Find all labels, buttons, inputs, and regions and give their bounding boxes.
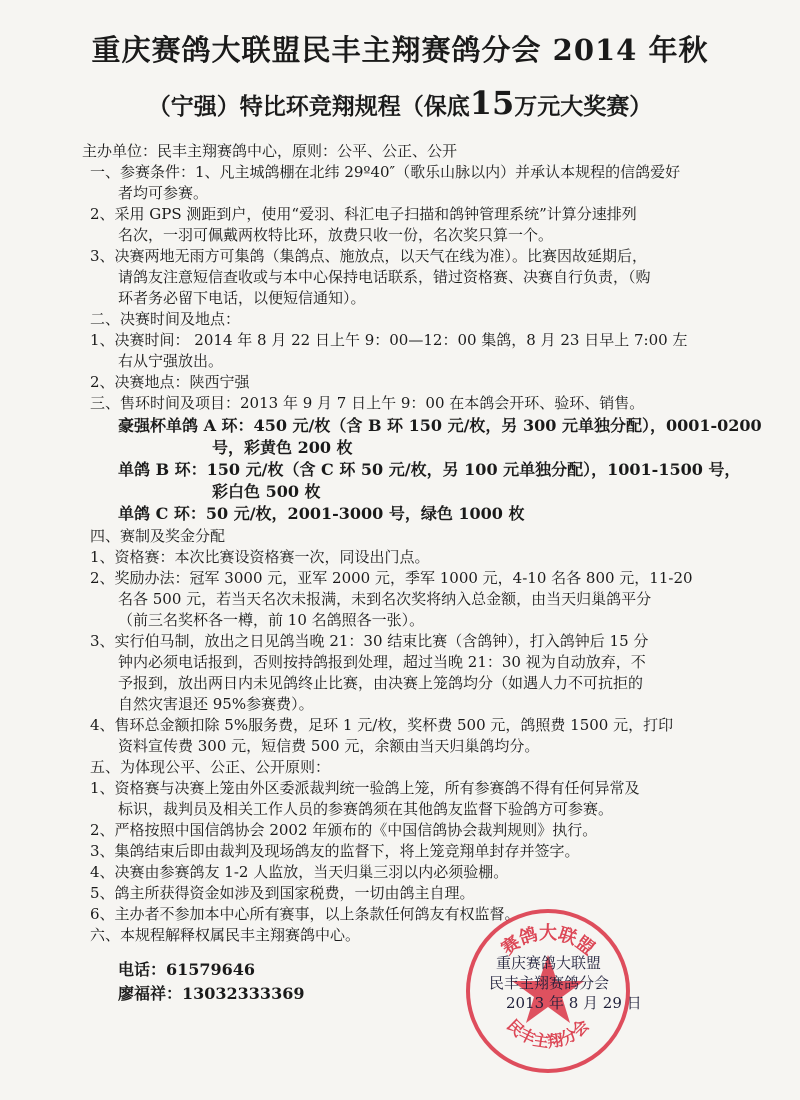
fairness-rule-6: 6、主办者不参加本中心所有赛事，以上条款任何鸽友有权监督。 — [90, 905, 520, 923]
fairness-rule-2: 2、严格按照中国信鸽协会 2002 年颁布的《中国信鸽协会裁判规则》执行。 — [90, 821, 598, 839]
fairness-rule-3: 3、集鸽结束后即由裁判及现场鸽友的监督下，将上笼竞翔单封存并签字。 — [90, 842, 580, 860]
title-line-2 — [0, 84, 800, 122]
rule-weather: 3、决赛两地无雨方可集鸽（集鸽点、施放点，以天气在线为准）。比赛因故延期后， — [90, 247, 648, 265]
section-6-interpretation: 六、本规程解释权属民丰主翔赛鸽中心。 — [90, 926, 361, 944]
fairness-rule-5: 5、鸽主所获得资金如涉及到国家税费，一切由鸽主自理。 — [90, 884, 475, 902]
section-5-heading: 五、为体现公平、公正、公开原则： — [90, 758, 331, 776]
body-line: 请鸽友注意短信查收或与本中心保持电话联系，错过资格赛、决赛自行负责，（购 — [118, 268, 651, 286]
seal-top-text: 赛鸽大联盟 — [497, 923, 599, 960]
signature-org-2: 民丰主翔赛鸽分会 — [489, 974, 610, 992]
seal-bottom-text: 民丰主翔分会 — [503, 1015, 593, 1052]
body-line: 者均可参赛。 — [118, 184, 209, 202]
body-line: 予报到，放出两日内未见鸽终止比赛，由决赛上笼鸽均分（如遇人力不可抗拒的 — [118, 674, 644, 692]
body-line: 名各 500 元，若当天名次未报满，未到名次奖将纳入总金额，由当天归巢鸽平分 — [118, 590, 652, 608]
section-4-heading: 四、赛制及奖金分配 — [90, 527, 226, 545]
body-line: 名次，一羽可佩戴两枚特比环，放费只收一份，名次奖只算一个。 — [118, 226, 554, 244]
body-line: 彩白色 500 枚 — [212, 482, 321, 501]
body-line: 自然灾害退还 95%参赛费）。 — [118, 695, 314, 713]
timing-rule: 3、实行伯马制，放出之日见鸽当晚 21：30 结束比赛（含鸽钟），打入鸽钟后 15 分 — [90, 632, 649, 650]
body-line: 资料宣传费 300 元，短信费 500 元，余额由当天归巢鸽均分。 — [118, 737, 540, 755]
organizer-line: 主办单位：民丰主翔赛鸽中心，原则：公平、公正、公开 — [82, 142, 458, 160]
contact-phone: 电话：61579646 — [118, 960, 256, 979]
ring-c-info: 单鸽 C 环：50 元/枚，2001-3000 号，绿色 1000 枚 — [118, 504, 525, 523]
final-location: 2、决赛地点：陕西宁强 — [90, 373, 250, 391]
title-line-1: 重庆赛鸽大联盟民丰主翔赛鸽分会 2014 年秋 — [91, 33, 709, 67]
section-1-conditions: 一、参赛条件：1、凡主城鸽棚在北纬 29º40″（歌乐山脉以内）并承认本规程的信鸽爱好 — [90, 163, 681, 181]
body-line: 钟内必须电话报到，否则按持鸽报到处理，超过当晚 21：30 视为自动放弃，不 — [118, 653, 646, 671]
rule-gps: 2、采用 GPS 测距到户，使用“爱羽、科汇电子扫描和鸽钟管理系统”计算分速排列 — [90, 205, 637, 223]
fairness-rule-1: 1、资格赛与决赛上笼由外区委派裁判统一验鸽上笼，所有参赛鸽不得有任何异常及 — [90, 779, 640, 797]
body-line: 环者务必留下电话，以便短信通知）。 — [118, 289, 366, 307]
title-prize-amount: 15 — [469, 84, 515, 122]
fund-rule: 4、售环总金额扣除 5%服务费，足环 1 元/枚，奖杯费 500 元，鸽照费 1500 元，打印 — [90, 716, 674, 734]
contact-person: 廖福祥：13032333369 — [118, 984, 305, 1003]
prize-rule: 2、奖励办法：冠军 3000 元，亚军 2000 元，季军 1000 元，4-10 名各 800 元，11-20 — [90, 569, 693, 587]
ring-a-info: 豪强杯单鸽 A 环：450 元/枚（含 B 环 150 元/枚，另 300 元单独分配），0001-0200 — [118, 416, 762, 435]
signature-date: 2013 年 8 月 29 日 — [506, 994, 642, 1012]
signature-org-1: 重庆赛鸽大联盟 — [496, 954, 602, 972]
section-2-heading: 二、决赛时间及地点： — [90, 310, 241, 328]
final-time: 1、决赛时间： 2014 年 8 月 22 日上午 9：00—12：00 集鸽，8 月 23 日早上 7:00 左 — [90, 331, 688, 349]
ring-b-info: 单鸽 B 环：150 元/枚（含 C 环 50 元/枚，另 100 元单独分配），1001-1500 号， — [118, 460, 741, 479]
title-line-2-post: 万元大奖赛） — [514, 93, 653, 120]
body-line: （前三名奖杯各一樽，前 10 名鸽照各一张）。 — [118, 611, 425, 629]
title-line-2-pre: （宁强）特比环竞翔规程（保底 — [147, 93, 470, 120]
fairness-rule-4: 4、决赛由参赛鸽友 1-2 人监放，当天归巢三羽以内必须验棚。 — [90, 863, 509, 881]
body-line: 右从宁强放出。 — [118, 352, 224, 370]
body-line: 标识，裁判员及相关工作人员的参赛鸽须在其他鸽友监督下验鸽方可参赛。 — [118, 800, 614, 818]
section-3-heading: 三、售环时间及项目：2013 年 9 月 7 日上午 9：00 在本鸽会开环、验环、销售。 — [90, 394, 645, 412]
body-line: 号，彩黄色 200 枚 — [212, 438, 353, 457]
qualifier-rule: 1、资格赛：本次比赛设资格赛一次，同设出门点。 — [90, 548, 430, 566]
